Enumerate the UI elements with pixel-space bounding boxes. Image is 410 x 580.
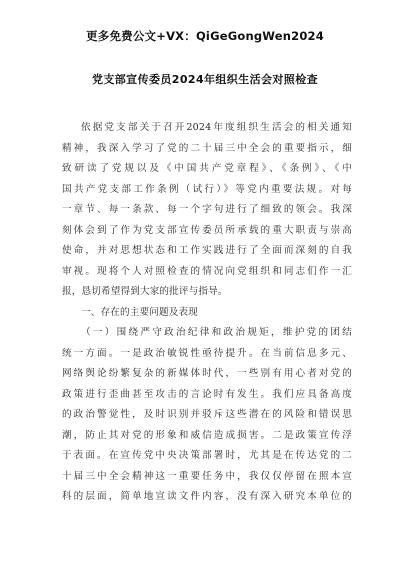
paragraph-line: 于表面。在宣传党中央决策部署时，尤其是在传达党的二: [62, 450, 352, 461]
paragraph-line: 潮，防止其对党的形象和威信造成损害。二是政策宣传浮: [62, 429, 352, 441]
paragraph-line: 报，恳切希望得到大家的批评与指导。: [62, 286, 228, 297]
watermark-text: 更多免费公文+VX：QiGeGongWen2024: [86, 29, 324, 43]
section-heading: 一、存在的主要问题及表现: [81, 306, 198, 318]
document-title: 党支部宣传委员2024年组织生活会对照检查: [91, 73, 318, 86]
paragraph-line: 网络舆论纷繁复杂的新媒体时代，一些别有用心者对党的: [62, 368, 352, 379]
paragraph-line: 致研读了党规以及《中国共产党章程》、《条例》、《中: [62, 163, 352, 174]
paragraph-line: 国共产党支部工作条例（试行）》等党内重要法规。对每: [62, 183, 352, 195]
paragraph-line: （一）围绕严守政治纪律和政治规矩，维护党的团结: [81, 327, 352, 338]
paragraph-line: 一章节、每一条款、每一个字句进行了细致的领会。我深: [62, 204, 352, 215]
paragraph-line: 政策进行歪曲甚至攻击的言论时有发生。我们应具备高度: [62, 388, 352, 400]
paragraph-line: 十届三中全会精神这一重要任务中，我仅仅停留在照本宣: [62, 470, 352, 482]
paragraph-line: 统一方面。一是政治敏锐性亟待提升。在当前信息多元、: [62, 347, 352, 359]
document-body: [62, 118, 352, 508]
paragraph-line: 的政治警觉性，及时识别并驳斥这些潜在的风险和错误思: [62, 409, 352, 420]
paragraph-line: 科的层面，简单地宣读文件内容，没有深入研究本单位的: [62, 491, 352, 502]
paragraph-line: 使命，并对思想状态和工作实践进行了全面而深刻的自我: [62, 245, 352, 256]
paragraph-line: 审视。现将个人对照检查的情况向党组织和同志们作一汇: [62, 265, 352, 277]
paragraph-line: 精神，我深入学习了党的二十届三中全会的重要指示，细: [62, 142, 352, 154]
paragraph-line: 依据党支部关于召开2024年度组织生活会的相关通知: [81, 122, 352, 133]
paragraph-line: 刻体会到了作为党支部宣传委员所承载的重大职责与崇高: [62, 224, 352, 236]
